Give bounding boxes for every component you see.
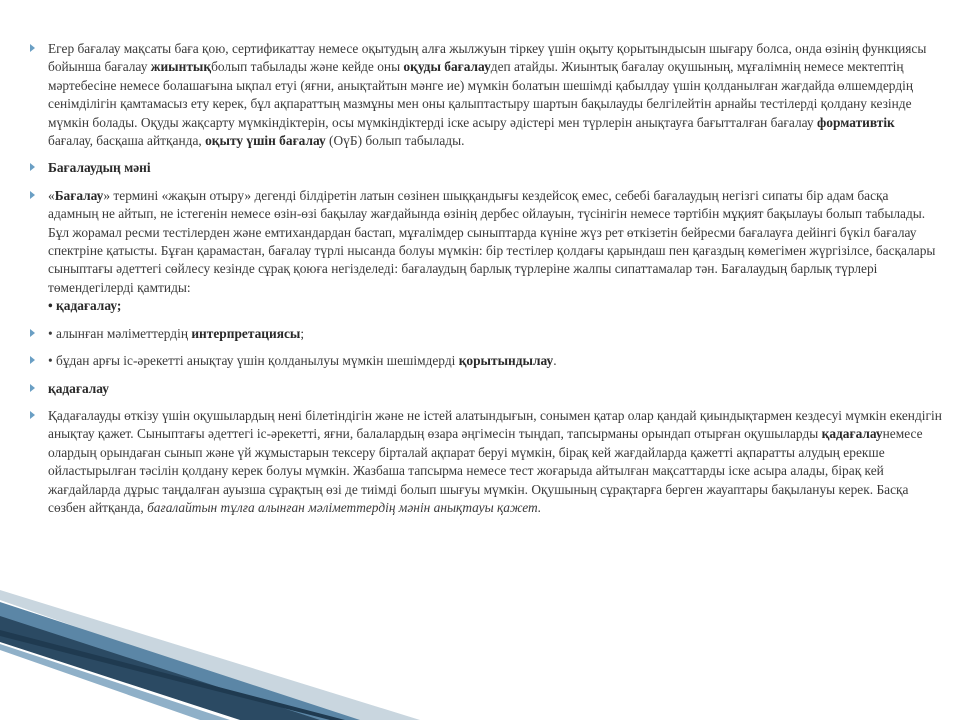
bold-text: қадағалау xyxy=(821,426,883,442)
bullet-arrow-icon xyxy=(30,411,35,419)
bullet-arrow-icon xyxy=(30,191,35,199)
bold-text: оқуды бағалау xyxy=(403,59,491,75)
text-run: болып табылады және кейде оны xyxy=(211,59,404,75)
text-run: Қадағалауды өткізу үшін оқушылардың нені білетіндігін және не істей алатындығын, сонымен қатар олар қандай қиындықтармен кездесуі мүмкін екендігін анықтау қажет. Сыныптағы әдеттегі іс-әрекетті, яғни, балалардың өзара әңгімесін тыңдап, тапсырманы орындап отырған оқушыларды xyxy=(48,407,942,442)
bold-text: жиынтық xyxy=(150,59,212,75)
text-run: • бұдан арғы іс-әрекетті анықтау үшін қолданылуы мүмкін шешімдерді xyxy=(48,353,459,369)
paragraph xyxy=(30,187,942,316)
paragraph xyxy=(30,325,942,343)
text-run: немесе олардың орындаған сынып және үй жұмыстарын тексеру бірталай ақпарат беруі мүмкін, бірақ кей жағдайларда қажетті ақпаратты алудың ерекше ойластырылған тәсілін қолдану керек болуы мүмкін. Жазбаша тапсырма немесе тест жоғарыда айтылған мақсаттарды іске асыра алады, бірақ кей жағдайларда дұрыс таңдалған ауызша сұрақтың өзі де тиімді болып шығуы мүмкін. Оқушының сұрақтарға берген жауаптары бақылануы керек. Басқа сөзбен айтқанда, xyxy=(48,426,923,515)
italic-text: бағалайтын тұлға алынған мәліметтердің мәнін анықтауы қажет. xyxy=(147,499,542,515)
bullet-arrow-icon xyxy=(30,384,35,392)
text-run: « xyxy=(48,187,55,203)
paragraph xyxy=(30,40,942,150)
bold-text: интерпретациясы xyxy=(191,325,301,341)
bold-text: оқыту үшін бағалау xyxy=(205,133,326,149)
text-run: ; xyxy=(300,325,305,341)
bold-text: Бағалаудың мәні xyxy=(48,160,151,176)
bold-text: қорытындылау xyxy=(458,353,554,369)
text-run: (ОүБ) болып табылады. xyxy=(325,133,465,149)
text-run: . xyxy=(553,353,557,369)
text-run: » термині «жақын отыру» дегенді білдіретін латын сөзінен шыққандығы кездейсоқ емес, себебі бағалаудың негізгі сипаты бір адам басқа адамның не айтып, не істегенін немесе өзін-өзі бақылау жағдайында өзінің дербес ойлауын, түсінігін немесе тәртібін мұқият бақылауы болып табылады. Бұл жорамал ресми тестілерден және емтихандардан бастап, мұғалімдер сыныптарда күніне жүз рет өткізетін бейресми бағалауға дейінгі бүкіл бағалау спектріне қатысты. Бұған қарамастан, бағалау түрлі нысанда болуы мүмкін: бір тестілер қолдағы қарындаш пен қағаздың көмегімен жүргізілсе, басқалары сыныптағы әдеттегі сөйлесу кезінде сұрақ қоюға негізделеді: бағалаудың барлық түрлеріне жалпы сипаттамалар тән. Бағалаудың барлық түрлері төмендегілерді қамтиды: xyxy=(48,187,936,295)
text-run: Егер бағалау мақсаты баға қою, сертификаттау немесе оқытудың алға жылжуын тіркеу үшін оқыту қорытындысын шығару болса, онда өзінің функциясы бойынша бағалау xyxy=(48,41,927,75)
paragraph xyxy=(30,380,942,398)
bold-text: • қадағалау; xyxy=(48,298,122,314)
bullet-arrow-icon xyxy=(30,163,35,171)
text-run: • алынған мәліметтердің xyxy=(48,325,192,341)
text-run: деп атайды. Жиынтық бағалау оқушының, мұғалімнің немесе мектептің мәртебесіне немесе болашағына ықпал етуі (яғни, анықтайтын мәнге ие) мүмкін болатын шешімді қабылдау үшін қолданылған жағдайда өлшемдердің сенімділігін қамтамасыз ету керек, бұл ақпараттың мазмұны мен оны қалыптастыру шартын бақылауды белгілейтін арнайы тестілерді қолдану кезінде мүмкін болады. Оқуды жақсарту мүмкіндіктерін, осы мүмкіндіктерді іске асыру әдістері мен түрлерін анықтауға бағытталған бағалау xyxy=(48,59,914,130)
paragraph xyxy=(30,407,942,517)
paragraph xyxy=(30,159,942,177)
text-run: бағалау, басқаша айтқанда, xyxy=(48,133,206,149)
bullet-arrow-icon xyxy=(30,356,35,364)
bold-text: қадағалау xyxy=(48,380,109,396)
bullet-arrow-icon xyxy=(30,44,35,52)
bold-text: Бағалау xyxy=(54,187,104,203)
bold-text: формативтік xyxy=(816,114,895,130)
slide-content xyxy=(30,40,942,526)
decorative-stripes xyxy=(0,590,960,720)
bullet-arrow-icon xyxy=(30,329,35,337)
paragraph xyxy=(30,352,942,370)
